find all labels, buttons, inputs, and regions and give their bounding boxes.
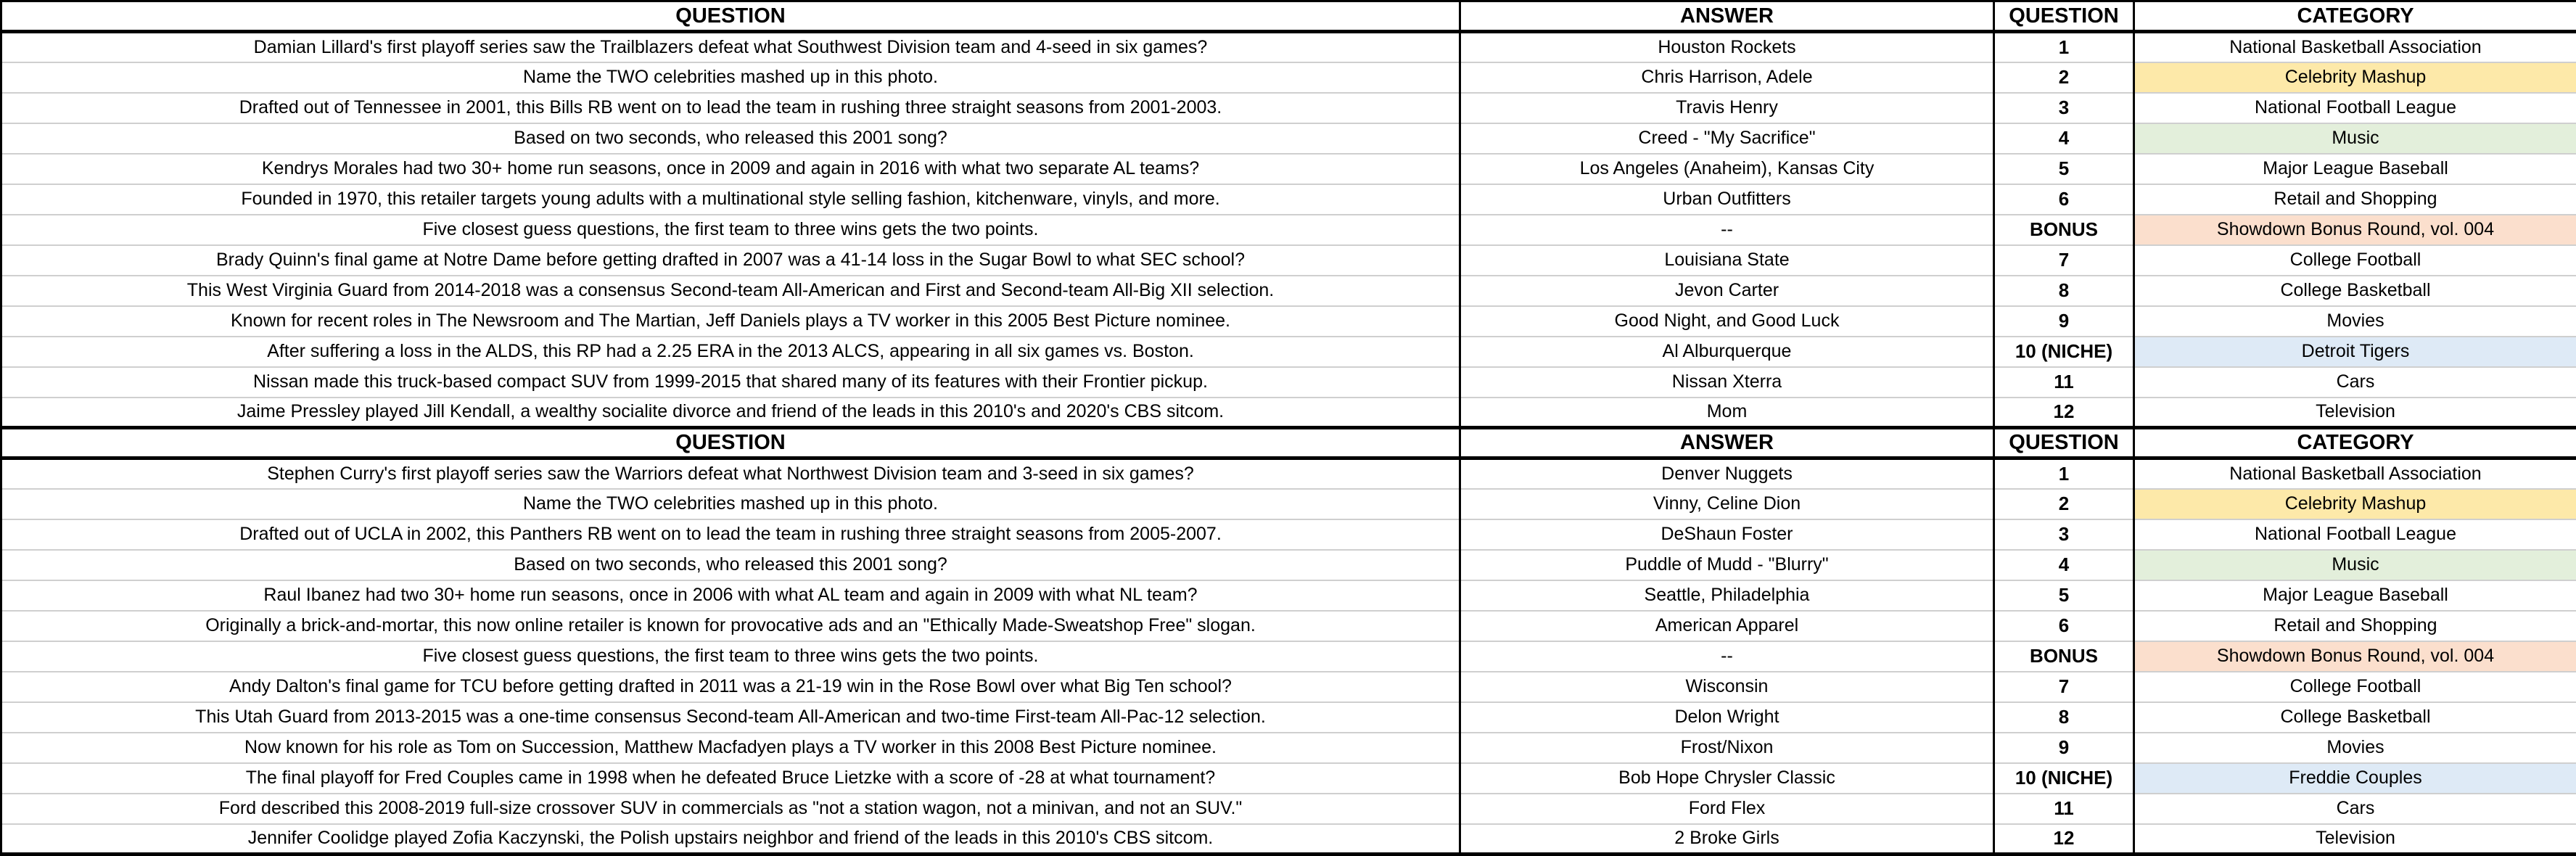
- column-header: QUESTION: [1, 428, 1460, 458]
- column-header: QUESTION: [1994, 428, 2134, 458]
- category-cell: Music: [2134, 550, 2576, 580]
- category-cell: National Basketball Association: [2134, 32, 2576, 62]
- question-cell: Jaime Pressley played Jill Kendall, a wealthy socialite divorce and friend of the leads in this 2010's and 2020's CBS sitcom.: [1, 398, 1460, 428]
- question-number-cell: 6: [1994, 611, 2134, 641]
- question-cell: Originally a brick-and-mortar, this now online retailer is known for provocative ads and an "Ethically Made-Sweatshop Free" slogan.: [1, 611, 1460, 641]
- answer-cell: Nissan Xterra: [1460, 367, 1994, 398]
- question-number-cell: 1: [1994, 458, 2134, 489]
- answer-cell: Los Angeles (Anaheim), Kansas City: [1460, 154, 1994, 184]
- category-cell: Retail and Shopping: [2134, 184, 2576, 215]
- question-number-cell: 7: [1994, 672, 2134, 702]
- table-row: [1, 276, 2576, 306]
- question-cell: After suffering a loss in the ALDS, this RP had a 2.25 ERA in the 2013 ALCS, appearing in all six games vs. Boston.: [1, 337, 1460, 367]
- category-cell: Major League Baseball: [2134, 154, 2576, 184]
- table-row: [1, 489, 2576, 519]
- question-cell: Damian Lillard's first playoff series saw the Trailblazers defeat what Southwest Division team and 4-seed in six games?: [1, 32, 1460, 62]
- question-number-cell: 12: [1994, 398, 2134, 428]
- question-cell: Based on two seconds, who released this 2001 song?: [1, 550, 1460, 580]
- category-cell: Television: [2134, 398, 2576, 428]
- table-row: [1, 519, 2576, 550]
- question-cell: Brady Quinn's final game at Notre Dame before getting drafted in 2007 was a 41-14 loss in the Sugar Bowl to what SEC school?: [1, 245, 1460, 276]
- answer-cell: Houston Rockets: [1460, 32, 1994, 62]
- header-row: [1, 428, 2576, 458]
- category-cell: Cars: [2134, 794, 2576, 824]
- answer-cell: Seattle, Philadelphia: [1460, 580, 1994, 611]
- table-row: [1, 702, 2576, 733]
- category-cell: College Basketball: [2134, 702, 2576, 733]
- question-number-cell: 2: [1994, 489, 2134, 519]
- table-row: [1, 641, 2576, 672]
- column-header: CATEGORY: [2134, 1, 2576, 32]
- table-row: [1, 733, 2576, 763]
- question-cell: Jennifer Coolidge played Zofia Kaczynski, the Polish upstairs neighbor and friend of the leads in this 2010's CBS sitcom.: [1, 824, 1460, 855]
- question-cell: Ford described this 2008-2019 full-size crossover SUV in commercials as "not a station wagon, not a minivan, and not an SUV.": [1, 794, 1460, 824]
- category-cell: Movies: [2134, 733, 2576, 763]
- question-number-cell: 9: [1994, 306, 2134, 337]
- table-row: [1, 458, 2576, 489]
- answer-cell: Good Night, and Good Luck: [1460, 306, 1994, 337]
- question-number-cell: 8: [1994, 702, 2134, 733]
- answer-cell: Mom: [1460, 398, 1994, 428]
- answer-cell: --: [1460, 641, 1994, 672]
- question-number-cell: 4: [1994, 123, 2134, 154]
- category-cell: Showdown Bonus Round, vol. 004: [2134, 641, 2576, 672]
- question-number-cell: 8: [1994, 276, 2134, 306]
- question-number-cell: 10 (NICHE): [1994, 763, 2134, 794]
- category-cell: Detroit Tigers: [2134, 337, 2576, 367]
- answer-cell: Urban Outfitters: [1460, 184, 1994, 215]
- category-cell: Celebrity Mashup: [2134, 489, 2576, 519]
- table-row: [1, 611, 2576, 641]
- answer-cell: American Apparel: [1460, 611, 1994, 641]
- table-row: [1, 184, 2576, 215]
- question-cell: Name the TWO celebrities mashed up in this photo.: [1, 489, 1460, 519]
- question-cell: This West Virginia Guard from 2014-2018 was a consensus Second-team All-American and First and Second-team All-Big XII selection.: [1, 276, 1460, 306]
- category-cell: Movies: [2134, 306, 2576, 337]
- grid-body: [1, 1, 2576, 855]
- category-cell: Showdown Bonus Round, vol. 004: [2134, 215, 2576, 245]
- question-number-cell: 6: [1994, 184, 2134, 215]
- category-cell: Retail and Shopping: [2134, 611, 2576, 641]
- category-cell: Cars: [2134, 367, 2576, 398]
- question-cell: This Utah Guard from 2013-2015 was a one-time consensus Second-team All-American and two-time First-team All-Pac-12 selection.: [1, 702, 1460, 733]
- question-cell: Kendrys Morales had two 30+ home run seasons, once in 2009 and again in 2016 with what two separate AL teams?: [1, 154, 1460, 184]
- category-cell: Celebrity Mashup: [2134, 62, 2576, 93]
- question-number-cell: 7: [1994, 245, 2134, 276]
- table-row: [1, 62, 2576, 93]
- category-cell: National Basketball Association: [2134, 458, 2576, 489]
- table-row: [1, 154, 2576, 184]
- question-cell: Drafted out of UCLA in 2002, this Panthers RB went on to lead the team in rushing three straight seasons from 2005-2007.: [1, 519, 1460, 550]
- question-cell: Five closest guess questions, the first team to three wins gets the two points.: [1, 215, 1460, 245]
- answer-cell: Bob Hope Chrysler Classic: [1460, 763, 1994, 794]
- category-cell: College Football: [2134, 245, 2576, 276]
- question-cell: Known for recent roles in The Newsroom and The Martian, Jeff Daniels plays a TV worker in this 2005 Best Picture nominee.: [1, 306, 1460, 337]
- answer-cell: Delon Wright: [1460, 702, 1994, 733]
- table-row: [1, 32, 2576, 62]
- table-row: [1, 123, 2576, 154]
- category-cell: Freddie Couples: [2134, 763, 2576, 794]
- table-row: [1, 794, 2576, 824]
- table-row: [1, 672, 2576, 702]
- question-cell: Drafted out of Tennessee in 2001, this Bills RB went on to lead the team in rushing three straight seasons from 2001-2003.: [1, 93, 1460, 123]
- category-cell: College Football: [2134, 672, 2576, 702]
- question-number-cell: 1: [1994, 32, 2134, 62]
- question-number-cell: BONUS: [1994, 215, 2134, 245]
- question-cell: Five closest guess questions, the first team to three wins gets the two points.: [1, 641, 1460, 672]
- answer-cell: Puddle of Mudd - "Blurry": [1460, 550, 1994, 580]
- category-cell: National Football League: [2134, 93, 2576, 123]
- question-cell: Andy Dalton's final game for TCU before getting drafted in 2011 was a 21-19 win in the Rose Bowl over what Big Ten school?: [1, 672, 1460, 702]
- column-header: ANSWER: [1460, 1, 1994, 32]
- table-row: [1, 824, 2576, 855]
- question-number-cell: 3: [1994, 519, 2134, 550]
- question-number-cell: 5: [1994, 580, 2134, 611]
- question-number-cell: 5: [1994, 154, 2134, 184]
- answer-cell: Ford Flex: [1460, 794, 1994, 824]
- table-row: [1, 763, 2576, 794]
- column-header: QUESTION: [1994, 1, 2134, 32]
- answer-cell: Vinny, Celine Dion: [1460, 489, 1994, 519]
- table-row: [1, 580, 2576, 611]
- answer-cell: Louisiana State: [1460, 245, 1994, 276]
- answer-cell: Frost/Nixon: [1460, 733, 1994, 763]
- column-header: ANSWER: [1460, 428, 1994, 458]
- question-cell: The final playoff for Fred Couples came in 1998 when he defeated Bruce Lietzke with a score of -28 at what tournament?: [1, 763, 1460, 794]
- answer-cell: Chris Harrison, Adele: [1460, 62, 1994, 93]
- table-row: [1, 367, 2576, 398]
- column-header: CATEGORY: [2134, 428, 2576, 458]
- question-cell: Founded in 1970, this retailer targets young adults with a multinational style selling fashion, kitchenware, vinyls, and more.: [1, 184, 1460, 215]
- table-row: [1, 215, 2576, 245]
- question-number-cell: 4: [1994, 550, 2134, 580]
- question-cell: Stephen Curry's first playoff series saw the Warriors defeat what Northwest Division team and 3-seed in six games?: [1, 458, 1460, 489]
- answer-cell: DeShaun Foster: [1460, 519, 1994, 550]
- answer-cell: Travis Henry: [1460, 93, 1994, 123]
- answer-cell: Creed - "My Sacrifice": [1460, 123, 1994, 154]
- category-cell: Major League Baseball: [2134, 580, 2576, 611]
- question-number-cell: 3: [1994, 93, 2134, 123]
- table-row: [1, 398, 2576, 428]
- table-row: [1, 93, 2576, 123]
- category-cell: Music: [2134, 123, 2576, 154]
- table-row: [1, 306, 2576, 337]
- answer-cell: --: [1460, 215, 1994, 245]
- column-header: QUESTION: [1, 1, 1460, 32]
- question-number-cell: 11: [1994, 794, 2134, 824]
- category-cell: Television: [2134, 824, 2576, 855]
- question-cell: Name the TWO celebrities mashed up in this photo.: [1, 62, 1460, 93]
- answer-cell: Al Alburquerque: [1460, 337, 1994, 367]
- category-cell: National Football League: [2134, 519, 2576, 550]
- table-row: [1, 245, 2576, 276]
- question-number-cell: 9: [1994, 733, 2134, 763]
- question-cell: Now known for his role as Tom on Succession, Matthew Macfadyen plays a TV worker in this 2008 Best Picture nominee.: [1, 733, 1460, 763]
- table-row: [1, 550, 2576, 580]
- header-row: [1, 1, 2576, 32]
- question-number-cell: 11: [1994, 367, 2134, 398]
- question-number-cell: BONUS: [1994, 641, 2134, 672]
- question-cell: Raul Ibanez had two 30+ home run seasons, once in 2006 with what AL team and again in 2009 with what NL team?: [1, 580, 1460, 611]
- category-cell: College Basketball: [2134, 276, 2576, 306]
- question-cell: Nissan made this truck-based compact SUV from 1999-2015 that shared many of its features with their Frontier pickup.: [1, 367, 1460, 398]
- answer-cell: Denver Nuggets: [1460, 458, 1994, 489]
- answer-cell: 2 Broke Girls: [1460, 824, 1994, 855]
- question-number-cell: 12: [1994, 824, 2134, 855]
- question-cell: Based on two seconds, who released this 2001 song?: [1, 123, 1460, 154]
- question-number-cell: 10 (NICHE): [1994, 337, 2134, 367]
- answer-cell: Wisconsin: [1460, 672, 1994, 702]
- answer-cell: Jevon Carter: [1460, 276, 1994, 306]
- table-row: [1, 337, 2576, 367]
- question-number-cell: 2: [1994, 62, 2134, 93]
